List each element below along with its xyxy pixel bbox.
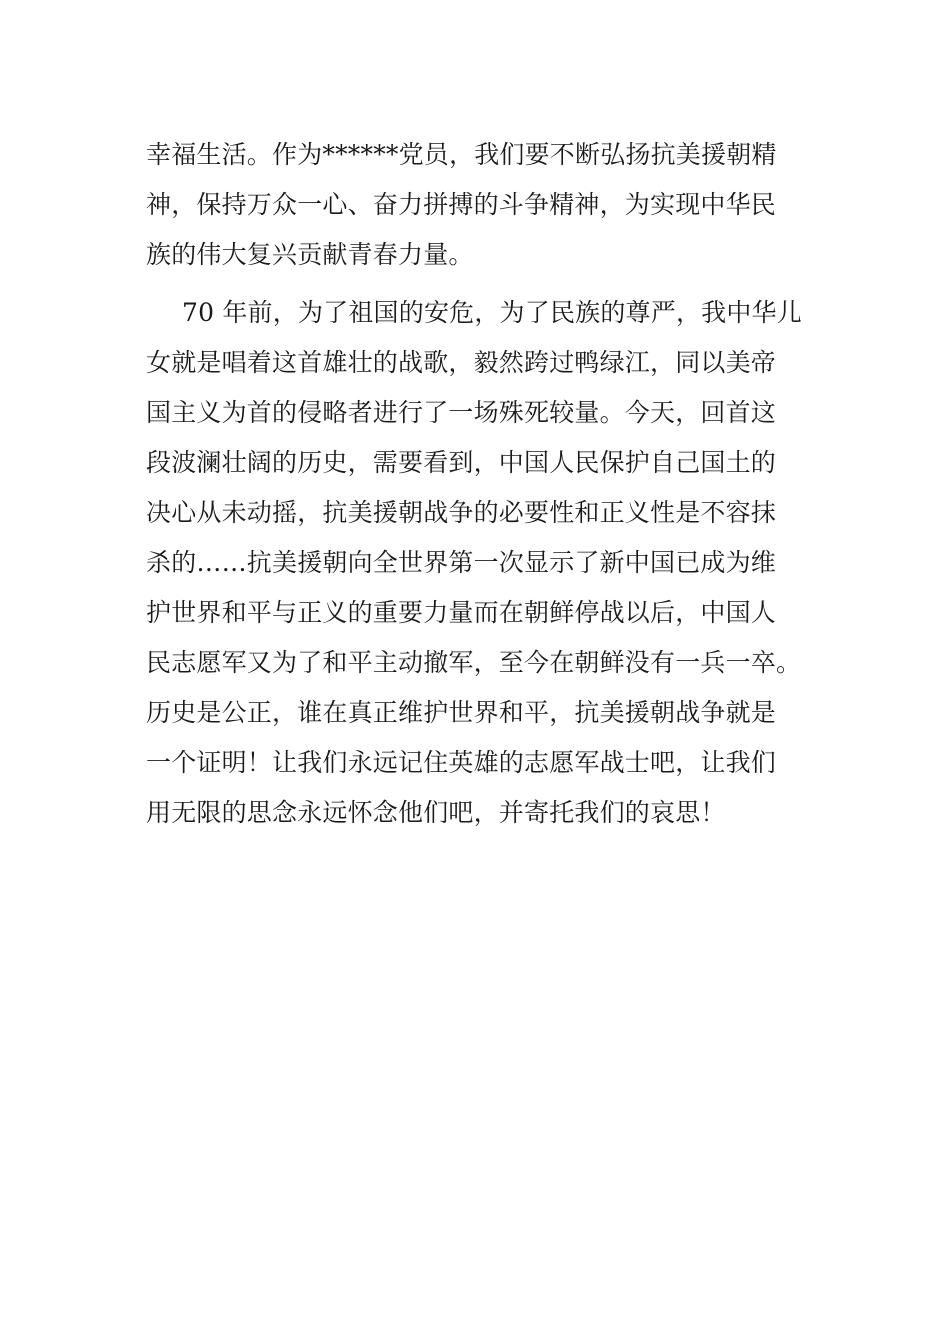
paragraph-spacer [146,280,806,288]
paragraph-line: 族的伟大复兴贡献青春力量。 [146,240,474,269]
paragraph-line: 女就是唱着这首雄壮的战歌，毅然跨过鸭绿江，同以美帝 [146,348,777,377]
paragraph-line: 用无限的思念永远怀念他们吧，并寄托我们的哀思！ [146,798,726,827]
paragraph-line: 段波澜壮阔的历史，需要看到，中国人民保护自己国土的 [146,448,777,477]
paragraph-line: 70 年前，为了祖国的安危，为了民族的尊严，我中华儿 [182,298,802,327]
paragraph-line: 神，保持万众一心、奋力拼搏的斗争精神，为实现中华民 [146,190,777,219]
paragraph-line: 历史是公正，谁在真正维护世界和平，抗美援朝战争就是 [146,698,777,727]
paragraph-1 [146,130,806,280]
paragraph-line: 决心从未动摇，抗美援朝战争的必要性和正义性是不容抹 [146,498,777,527]
paragraph-line: 护世界和平与正义的重要力量而在朝鲜停战以后，中国人 [146,598,777,627]
document-body [146,130,806,838]
paragraph-line: 幸福生活。作为******党员，我们要不断弘扬抗美援朝精 [146,140,777,169]
paragraph-2 [146,288,806,838]
paragraph-line: 杀的……抗美援朝向全世界第一次显示了新中国已成为维 [146,548,777,577]
paragraph-line: 国主义为首的侵略者进行了一场殊死较量。今天，回首这 [146,398,777,427]
paragraph-line: 一个证明！让我们永远记住英雄的志愿军战士吧，让我们 [146,748,777,777]
paragraph-line: 民志愿军又为了和平主动撤军，至今在朝鲜没有一兵一卒。 [146,648,802,677]
